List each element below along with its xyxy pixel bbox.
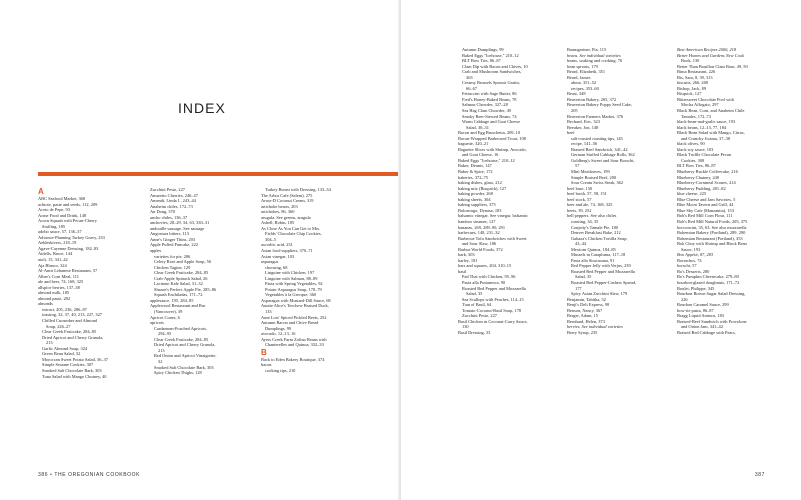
left-page — [0, 0, 400, 500]
index-entry: (Vancouver), 39 — [154, 309, 183, 315]
footer-right: 387 — [754, 472, 765, 478]
index-entry: Bo's Desserts, 280 — [677, 268, 710, 274]
index-entry: Auntie Alice's Teochew Braised Duck, — [261, 303, 329, 309]
index-entry: black beans, 12–13, 77, 184 — [677, 124, 727, 130]
index-entry: salt-crusted roasting tips, 145 — [571, 135, 623, 141]
index-entry: Blue Cheese and Jam Savories, 5 — [677, 196, 736, 202]
index-entry: Blue Sky Cafe (Manzanita), 153 — [677, 207, 734, 213]
index-entry: Mussels in Catapluma, 117–18 — [571, 252, 626, 258]
index-entry: Black Bean, Corn, and Anaheim Chile — [677, 108, 745, 114]
index-entry: Sharon's Perfect Apple Pie, 285–86 — [154, 286, 217, 292]
index-entry: 294–95 — [158, 331, 172, 337]
index-entry: and Goat Cheese, 16 — [462, 152, 499, 158]
index-entry: Blueberry Chutney, 240 — [677, 174, 720, 180]
index-entry: Beaverton Bakery Poppy Seed Cake, — [567, 102, 632, 108]
index-entry: Mini Meatloaves, 199 — [571, 169, 610, 175]
footer-left: 386 • THE OREGONIAN COOKBOOK — [38, 472, 141, 478]
index-entry: Beard, Elizabeth, 351 — [567, 69, 606, 75]
index-entry: and Crunchy Jicama, 37–38 — [681, 135, 731, 141]
index-entry: Book, 130 — [681, 58, 700, 64]
index-entry: Apricot Cones, 6 — [150, 314, 180, 320]
index-entry: Baumgartner, Pia, 115 — [567, 47, 607, 52]
index-entry: Smoky Beer-Stewed Beans, 74 — [462, 113, 517, 119]
index-entry: Autumn Bacon and Chive Bread — [261, 320, 319, 326]
index-entry: bell peppers. See also chiles — [567, 213, 617, 219]
index-entry: beans. See individual varieties — [567, 52, 621, 58]
index-column — [677, 47, 748, 335]
index-entry: 177 — [575, 285, 582, 291]
index-entry: andouille sausage. See sausage — [150, 225, 205, 231]
index-entry: Dried Apricot and Cherry Granola, — [42, 334, 104, 340]
index-entry: Bis, Sara, 8, 39, 313 — [677, 74, 713, 80]
index-entry: Angostura bitters, 113 — [150, 231, 189, 237]
index-entry: bow-tie pasta, 86–87 — [677, 307, 714, 313]
index-entry: bean sprouts, 179 — [567, 63, 598, 69]
index-entry: Autumn Dumplings, 99 — [462, 47, 504, 52]
index-entry: 130 — [462, 324, 469, 330]
index-entry: bakeries, 372–75 — [458, 174, 488, 180]
index-entry: artichokes, 86, 360 — [261, 209, 295, 215]
index-entry: recipe, 141–56 — [571, 141, 598, 147]
index-entry: almond paste, 282 — [38, 295, 71, 301]
index-entry: Agave-Cayenne Dressing, 182–83 — [38, 245, 99, 251]
index-entry: Asian vinegar, 103 — [261, 253, 295, 259]
index-entry: Cardamom-Poached Apricots, — [154, 325, 207, 331]
index-entry: Aidells, Bruce, 144 — [38, 251, 73, 257]
index-entry: Bishop, Jack, 89 — [677, 85, 707, 91]
index-entry: Red Pepper Jelly with Verjus, 239 — [571, 263, 631, 269]
index-entry: applesauce, 195, 284–85 — [150, 297, 194, 303]
index-entry: Braised Red Cabbage with Pears, — [677, 329, 736, 335]
index-entry: baking powder, 268 — [458, 191, 493, 197]
index-entry: Baked Eggs "Icehouse," 210–12 — [462, 52, 519, 58]
index-entry: An Dong, 370 — [150, 209, 176, 215]
index-entry: Garlic Almond Soup, 324 — [42, 345, 88, 351]
index-entry: Aceto de Pepe, 93 — [38, 207, 70, 213]
index-entry: ale and beer, 74, 168, 325 — [38, 279, 84, 285]
index-entry: Bok Choy with Shrimp and Black Bean — [677, 241, 747, 247]
index-entry: As Close As You Can Get to Mrs. — [261, 225, 321, 231]
index-entry: Roasted Red Pepper and Mozzarella — [571, 268, 635, 274]
index-entry: Sour Cream Swiss Steak, 362 — [571, 180, 624, 186]
index-entry: Amaretto Cherries, 246–47 — [150, 192, 198, 198]
index-entry: Apple Puffed Pancake, 222 — [150, 242, 198, 248]
index-entry: Tamales, 172–73 — [681, 113, 711, 119]
index-column — [261, 187, 331, 374]
index-entry: adobo sauce, 57, 136–37 — [38, 229, 82, 235]
index-entry: and Onion Jam, 341–42 — [681, 324, 723, 330]
index-entry: Lacinato Kale Salad, 31–32 — [154, 281, 203, 287]
index-entry: borscht, 57 — [677, 263, 697, 269]
index-entry: blue cheese, 225 — [677, 191, 707, 197]
index-entry: Soup, 226–27 — [46, 323, 71, 329]
index-entry: Beard, James — [567, 74, 591, 80]
index-entry: Benjamin, Tabitha, 52 — [567, 296, 606, 302]
index-entry: and Sour Slaw, 186 — [462, 241, 497, 247]
index-entry: Pasta alla Puttanesca, 90 — [462, 279, 506, 285]
index-entry: BLT Bow Ties, 86–87 — [462, 58, 501, 64]
index-entry: Simple Sesame Cookies, 307 — [42, 362, 94, 368]
index-entry: apples — [150, 248, 162, 254]
index-entry: Back to Eden Bakery Boutique, 374 — [261, 356, 325, 362]
index-entry: 205 — [571, 108, 578, 114]
index-entry: ancho chiles, 136–37 — [150, 214, 188, 220]
index-entry: Tuna Salad with Mango Chutney, 40 — [42, 373, 107, 379]
index-entry: Chilled Cucumber and Almond — [42, 318, 97, 324]
index-entry: Denver Breakfast Bake, 212 — [571, 230, 621, 236]
index-entry: Blueberry Buckle Coffeecake, 216 — [677, 169, 738, 175]
index-entry: Linguine with Salmon, 88–89 — [265, 275, 318, 281]
index-entry: 133 — [265, 309, 272, 315]
index-entry: Blueberry-Cornmeal Scones, 214 — [677, 180, 736, 186]
index-entry: Simple Braised Beef, 200 — [571, 174, 617, 180]
index-entry: Bacon and Egg Bruschetta, 209–10 — [458, 130, 521, 136]
right-page — [401, 0, 801, 500]
index-entry: barbecues, 148, 231–32 — [458, 230, 500, 236]
index-entry: balsamic vinegar. See vinegar, balsamic — [458, 213, 529, 219]
index-entry: Linguine with Chicken, 197 — [265, 270, 315, 276]
index-entry: Bob's Red Mill Corn Flour, 111 — [677, 213, 733, 219]
index-entry: Smoked Salt Chocolate Bark, 303 — [154, 364, 214, 370]
index-entry: bourbon-glazed doughnuts, 171–72 — [677, 279, 740, 285]
index-entry: Aunt Lois' Spiced Pickled Beets, 252 — [261, 314, 327, 320]
index-entry: Green Bean Salad, 32 — [42, 351, 81, 357]
index-entry: Crab-Apple Spinach Salad, 26 — [154, 275, 208, 281]
index-entry: Warm Cabbage and Goat Cheese — [462, 119, 520, 125]
index-entry: Goldberg's Sweet and Sour Borscht, — [571, 157, 635, 163]
index-entry: Mocha Affogato, 297 — [681, 102, 719, 108]
index-entry: Advance-Planning Turkey Gravy, 233 — [38, 234, 105, 240]
index-entry: Tian of Basil, 64 — [462, 302, 492, 308]
index-entry: bacon — [261, 362, 272, 368]
index-entry: 213 — [158, 347, 165, 353]
index-entry: Pasta with Spring Vegetables, 92 — [265, 281, 323, 287]
index-entry: Sea Scallops with Peaches, 114–15 — [462, 296, 524, 302]
index-entry: Clear Creek Fruitcake, 284–85 — [154, 336, 209, 342]
index-entry: Squash Enchiladas, 171–72 — [154, 292, 203, 298]
index-entry: Baked Eggs "Icehouse," 210–12 — [458, 157, 515, 163]
index-entry: Spicy Asian Zucchini Slaw, 179 — [571, 291, 628, 297]
index-entry: roasting, 34, 35 — [571, 218, 599, 224]
index-entry: Clear Creek Fruitcake, 284–85 — [154, 270, 209, 276]
page-title: INDEX — [178, 100, 226, 116]
index-entry: Turkey Breast with Dressing, 133–34 — [265, 187, 331, 192]
index-entry: Baker & Spice, 172 — [458, 169, 493, 175]
index-entry: Pad Thai with Chicken, 95–96 — [462, 274, 516, 280]
index-entry: Tomato-Coconut-Basil Soup, 178 — [462, 307, 522, 313]
index-entry: cooking tips, 210 — [265, 367, 296, 373]
index-entry: Roasted Red Pepper and Mozzarella — [462, 285, 526, 291]
index-entry: Braised Beef Sandwich, 341–42 — [571, 146, 628, 152]
index-entry: Better Homes and Gardens New Cook — [677, 52, 745, 58]
index-entry: Applewood Restaurant and Bar — [150, 303, 206, 309]
index-entry: bark, 303 — [458, 252, 475, 258]
index-entry: Bourbon Brown Sugar Salad Dressing, — [677, 291, 746, 297]
index-entry: beef broth, 57, 58, 151 — [567, 191, 607, 197]
index-entry: Barbecue Tofu Sandwiches with Sweet — [458, 235, 527, 241]
index-entry: Basil Chicken in Coconut-Curry Sauce, — [458, 318, 528, 324]
index-entry: Bourbon Caramel Sauce, 299 — [677, 302, 729, 308]
index-entry: baking mix (Bisquick), 127 — [458, 185, 507, 191]
index-entry: Braised-Beef Sandwich with Provolone — [677, 318, 747, 324]
index-entry: Conjetty's Tamale Pie, 180 — [571, 224, 618, 230]
index-entry: Crab and Mushroom Sandwiches, — [462, 69, 522, 75]
index-entry: choosing, 68 — [265, 264, 288, 270]
index-entry: Bacon-Wrapped Barbecued Trout, 108 — [458, 135, 526, 141]
index-entry: Arroz-D Coconut Cream, 319 — [261, 198, 314, 204]
index-entry: Fred's Honey-Baked Beans, 78 — [462, 96, 517, 102]
index-entry: 32 — [158, 358, 163, 364]
index-entry: 213 — [46, 340, 53, 346]
index-entry: Chanterelles and Quinoa, 332–33 — [265, 342, 324, 348]
index-entry: Basil Dressing, 33 — [458, 329, 491, 335]
index-entry: Pasta alla Siracusana, 91 — [571, 257, 615, 263]
index-entry: Stuffing, 185 — [42, 223, 66, 229]
index-entry: black olives, 90 — [677, 141, 705, 147]
index-entry: Fettuccini with Sage Butter, 86 — [462, 91, 517, 97]
index-entry: extract, 205, 236, 286–87 — [42, 306, 87, 312]
index-entry: Beast, 348 — [567, 91, 586, 97]
index-entry: Amendt, Linda J., 243–44 — [150, 198, 196, 204]
index-entry: Salmon Chowder, 327–28 — [462, 102, 508, 108]
index-entry: black soy sauce, 103 — [677, 146, 714, 152]
index-entry: Chicken Tagine, 129 — [154, 264, 191, 270]
index-entry: apricots — [150, 320, 164, 326]
index-entry: baguette, 320–21 — [458, 141, 489, 147]
index-entry: bocconcini, 35, 63. See also mozzarella — [677, 224, 747, 230]
index-entry: Smoked Salt Chocolate Bark, 303 — [42, 367, 102, 373]
index-entry: Salad, 30–31 — [466, 124, 489, 130]
index-entry: Clear Creek Fruitcake, 284–85 — [42, 329, 97, 335]
index-entry: beef base, 150 — [567, 185, 593, 191]
index-entry: Dried Apricot and Cherry Granola, — [154, 342, 216, 348]
index-entry: artichoke hearts, 203 — [261, 203, 298, 209]
index-entry: avocado, 12–13, 16 — [261, 331, 296, 337]
index-entry: Borrachos, 74 — [677, 257, 702, 263]
section-letter: B — [261, 347, 267, 357]
index-entry: beef — [567, 130, 575, 136]
index-entry: Bon Appétit, 87, 283 — [677, 252, 714, 258]
index-entry: Fields' Chocolate Chip Cookies, — [265, 231, 322, 237]
index-entry: Red Onion and Apricot Vinaigrette, — [154, 353, 217, 359]
index-entry: biscuits, 266, 268 — [677, 80, 708, 86]
index-entry: Vegetables à la Grecque, 360 — [265, 292, 317, 298]
index-entry: Benji's Deli Express, 98 — [567, 302, 610, 308]
index-entry: Roasted Red Pepper-Cashew Spread, — [571, 279, 637, 285]
index-entry: Barbur World Foods, 372 — [458, 246, 503, 252]
index-entry: Ayers Creek Farm Zolino Beans with — [261, 336, 327, 342]
index-entry: Anaheim chiles, 172–73 — [150, 203, 193, 209]
index-entry: 66–67 — [466, 85, 477, 91]
index-entry: beef stock, 57 — [567, 196, 592, 202]
index-entry: Al-Amir Lebanese Restaurant, 57 — [38, 268, 98, 274]
index-entry: Asparagus with Mustard-Dill Sauce, 68 — [261, 297, 331, 303]
index-entry: beer and ale, 74, 168, 325 — [567, 202, 613, 208]
index-entry: Bechard, Eric, 323 — [567, 119, 600, 125]
index-entry: Moroccan Sweet Potato Salad, 36–37 — [42, 356, 108, 362]
index-entry: barley, 181 — [458, 257, 478, 263]
index-entry: Blue Moon Tavern and Grill, 44 — [677, 202, 734, 208]
index-column — [38, 187, 108, 379]
index-entry: almond milk, 185 — [38, 290, 70, 296]
index-entry: Anne's Ginger Thins, 203 — [150, 236, 196, 242]
index-entry: Bittersweet Chocolate Pool with — [677, 96, 734, 102]
index-entry: Zucchini Pesto, 227 — [150, 187, 185, 192]
index-entry: arugula. See greens, arugula — [261, 214, 311, 220]
index-entry: ascorbic acid, 231 — [261, 242, 293, 248]
index-entry: Sea Hag Clam Chowder, 49 — [462, 108, 511, 114]
index-entry: Beaverton Bakery, 205, 372 — [567, 96, 617, 102]
index-entry: 363 — [466, 74, 473, 80]
index-entry: Asbell, Robin, 185 — [261, 220, 295, 226]
index-entry: Boulet, Philippe, 345 — [677, 285, 715, 291]
index-entry: Gabaza's Chicken Tortilla Soup, — [571, 235, 628, 241]
index-column — [567, 47, 636, 335]
index-entry: toasting, 32, 37, 40, 213, 227, 327 — [42, 312, 103, 318]
index-entry: bamboo steamer, 127 — [458, 218, 496, 224]
index-entry: Baguette Slices with Shrimp, Avocado, — [458, 146, 527, 152]
index-entry: The Arbor Cafe (Salem), 275 — [261, 192, 313, 198]
index-entry: Creamy Brussels Sprouts Gratin, — [462, 80, 520, 86]
section-letter: A — [38, 187, 44, 196]
index-entry: Dumplings, 99 — [265, 325, 292, 331]
index-column — [458, 47, 528, 335]
index-entry: Baker, Dennis, 147 — [458, 163, 492, 169]
index-entry: 57 — [575, 163, 580, 169]
index-entry: basil — [458, 268, 467, 274]
index-column — [150, 187, 216, 376]
index-entry: Berry Syrup, 235 — [567, 329, 598, 335]
index-entry: Bohemian Bakery (Portland), 289, 290 — [677, 230, 746, 236]
index-entry: aioli, 15, 341–42 — [38, 257, 68, 263]
index-entry: Bo's Pumpkin Cheesecake, 279–80 — [677, 274, 739, 280]
index-entry: Aebleskivers, 218–19 — [38, 240, 77, 246]
index-entry: Bohemian Restaurant (Portland), 353 — [677, 235, 743, 241]
index-entry: Mexican Quinoa, 184–85 — [571, 246, 616, 252]
index-entry: ABC Seafood Market, 368 — [38, 196, 86, 201]
index-entry: Zucchini Pesto, 227 — [462, 313, 497, 319]
index-entry: berries. See individual varieties — [567, 324, 623, 330]
index-entry: 226 — [681, 296, 688, 302]
index-entry: baking dishes, glass, 212 — [458, 180, 502, 186]
index-entry: Alber's Corn Meal, 111 — [38, 273, 79, 279]
index-entry: Bragg Liquid Aminos, 183 — [677, 313, 725, 319]
index-entry: recipes, 353–60 — [571, 85, 599, 91]
index-entry: Bob's Red Mill Natural Foods, 205, 375 — [677, 218, 748, 224]
index-entry: Salad, 35 — [466, 291, 483, 297]
index-entry: about, 351–52 — [571, 80, 597, 86]
index-entry: Potato-Asparagus Soup, 178–79 — [265, 286, 322, 292]
index-entry: allspice berries, 137–38 — [38, 284, 80, 290]
index-entry: beets, 39, 252 — [567, 207, 592, 213]
index-entry: beans, soaking and cooking, 76 — [567, 58, 623, 64]
index-entry: Celery Root and Apple Soup, 56 — [154, 259, 212, 265]
index-entry: Spicy Chicken Thighs, 128 — [154, 370, 202, 376]
index-entry: almonds — [38, 301, 53, 307]
title-rule — [38, 172, 403, 176]
index-entry: Bernhard, Helen, 373 — [567, 318, 605, 324]
index-entry: Salad, 35 — [575, 274, 592, 280]
index-entry: bars and squares, 204, 310–15 — [458, 263, 512, 269]
index-entry: Sauce, 193 — [681, 246, 701, 252]
index-entry: Bisquick, 127 — [677, 91, 702, 97]
index-entry: Balcarrago, Dynasa, 183 — [458, 207, 502, 213]
index-entry: 43–44 — [575, 241, 586, 247]
index-entry: Berger, Adam, 15 — [567, 313, 598, 319]
index-entry: Bima Restaurant, 226 — [677, 69, 716, 75]
index-entry: Asian food suppliers, 370–71 — [261, 248, 313, 254]
index-entry: Beeaker, Jon, 148 — [567, 124, 599, 130]
index-entry: black-bean-and-garlic sauce, 193 — [677, 119, 736, 125]
index-entry: Best American Recipes 2000, 218 — [677, 47, 737, 52]
index-entry: 304–5 — [265, 236, 276, 242]
index-entry: BLT Bow Ties, 86–87 — [677, 163, 716, 169]
index-entry: Benson, Nancy, 367 — [567, 307, 603, 313]
index-entry: achiote, paste and seeds, 112, 209 — [38, 201, 98, 207]
index-entry: Better Than Bouillon Clam Base, 49, 50 — [677, 63, 748, 69]
index-entry: Clam Dip with Bacon and Chives, 10 — [462, 63, 528, 69]
index-entry: baking sheets, 304 — [458, 196, 491, 202]
index-entry: German Stuffed Cabbage Rolls, 362 — [571, 152, 635, 158]
index-entry: Blueberry Pudding, 281–82 — [677, 185, 726, 191]
index-entry: bananas, 269, 289–90, 291 — [458, 224, 506, 230]
index-entry: Aja Blanco, 324 — [38, 262, 67, 268]
index-entry: Black Bean Salad with Mango, Citrus, — [677, 130, 745, 136]
index-entry: anchovies, 28–29, 34, 63, 330–31 — [150, 220, 210, 226]
index-entry: asparagus — [261, 259, 279, 265]
index-entry: varieties for pie, 286 — [154, 253, 191, 259]
index-entry: Cookies, 308 — [681, 157, 705, 163]
index-entry: baking suppliers, 375 — [458, 202, 496, 208]
index-entry: Beaverton Farmers Market, 376 — [567, 113, 624, 119]
index-entry: Acorn Squash with Pecan-Cherry — [38, 218, 97, 224]
index-entry: Acme Food and Drink, 148 — [38, 212, 87, 218]
index-entry: Black Truffle Chocolate Pecan — [677, 152, 731, 158]
